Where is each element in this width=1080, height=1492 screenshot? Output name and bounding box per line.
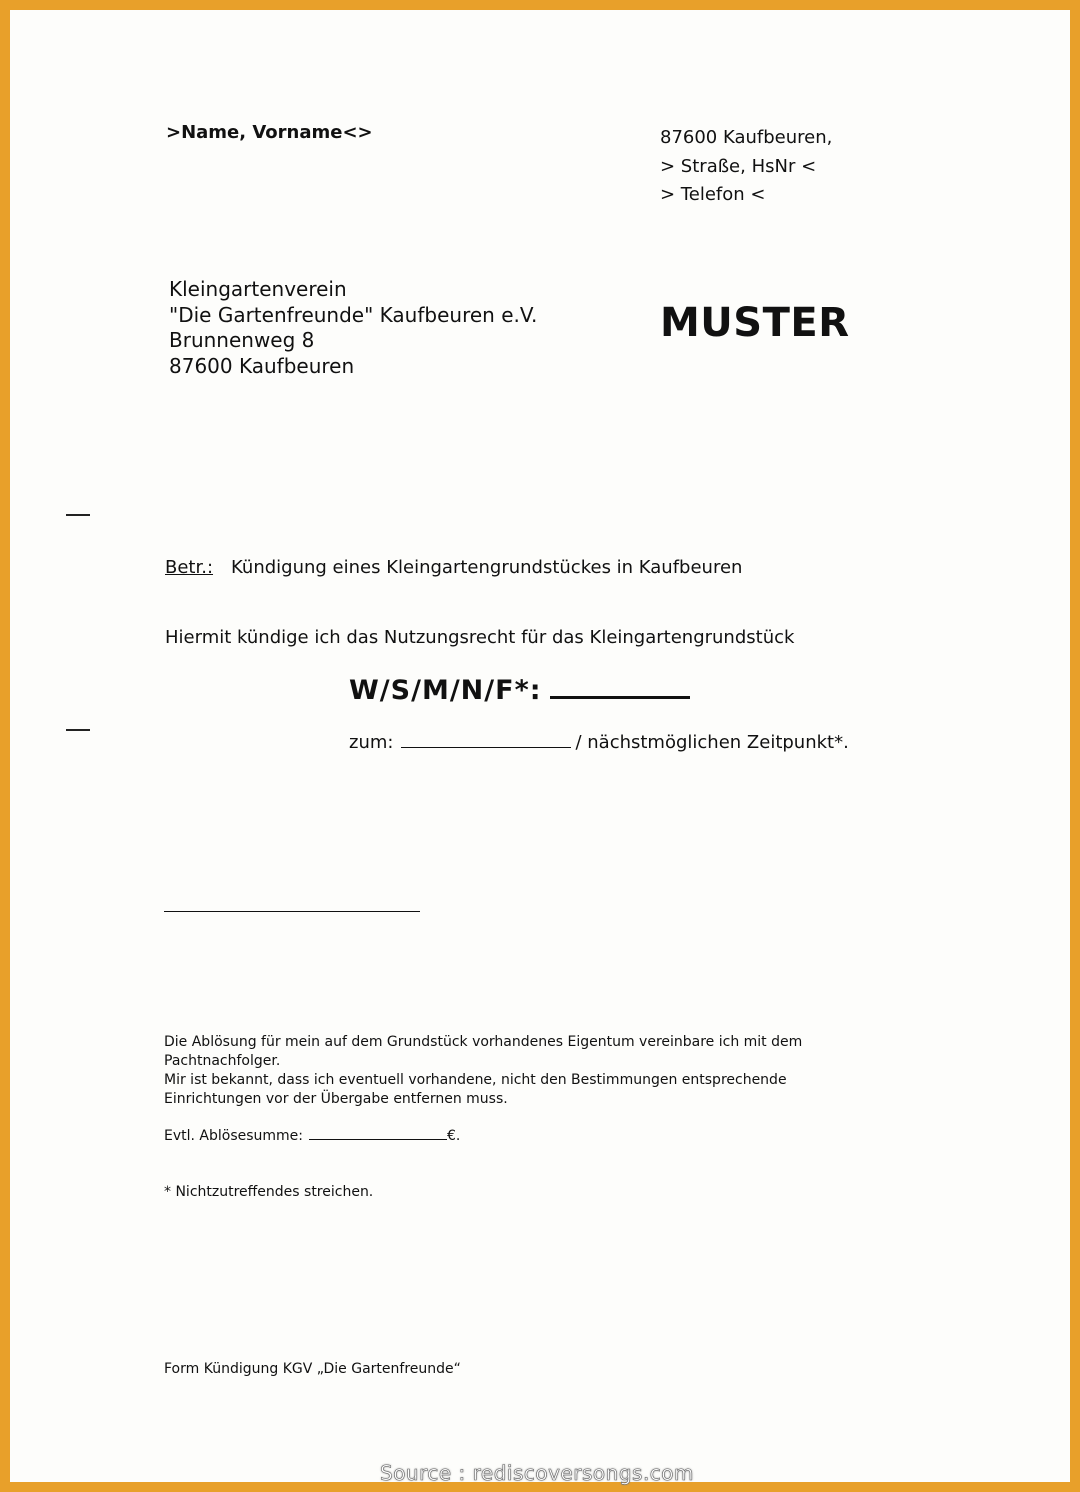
fold-mark	[66, 729, 90, 731]
sender-city: 87600 Kaufbeuren,	[660, 127, 833, 148]
sum-suffix: €.	[447, 1128, 461, 1144]
zum-suffix: / nächstmöglichen Zeitpunkt*.	[575, 732, 849, 753]
date-blank[interactable]	[401, 731, 571, 748]
recipient-line: 87600 Kaufbeuren	[169, 353, 355, 378]
notes-line: Mir ist bekannt, dass ich eventuell vorhandene, nicht den Bestimmungen entsprechende	[164, 1072, 787, 1088]
sender-address	[660, 124, 832, 210]
zum-label: zum:	[349, 732, 394, 753]
intro-text: Hiermit kündige ich das Nutzungsrecht für das Kleingartengrundstück	[165, 627, 795, 648]
plot-blank[interactable]	[550, 672, 690, 699]
notes-line: Einrichtungen vor der Übergabe entfernen muss.	[164, 1091, 508, 1107]
fold-mark	[66, 514, 90, 516]
termination-date-line	[349, 731, 849, 753]
sum-label: Evtl. Ablösesumme:	[164, 1128, 304, 1144]
release-sum-line	[164, 1127, 460, 1144]
recipient-line: Brunnenweg 8	[169, 328, 315, 352]
plot-line	[349, 672, 690, 706]
subject-line	[165, 557, 742, 578]
sender-street: > Straße, HsNr <	[660, 155, 817, 177]
notes-paragraph	[164, 1033, 802, 1109]
recipient-address	[169, 277, 537, 379]
notes-line: Pachtnachfolger.	[164, 1053, 281, 1069]
signature-line[interactable]	[164, 911, 420, 912]
plot-label: W/S/M/N/F*:	[349, 675, 542, 706]
recipient-line: Kleingartenverein	[169, 277, 347, 301]
footnote: * Nichtzutreffendes streichen.	[164, 1184, 374, 1200]
recipient-line: "Die Gartenfreunde" Kaufbeuren e.V.	[169, 302, 538, 327]
muster-stamp: MUSTER	[660, 300, 850, 346]
sum-blank[interactable]	[309, 1127, 447, 1140]
form-footer: Form Kündigung KGV „Die Gartenfreunde“	[164, 1361, 461, 1377]
sender-phone: > Telefon <	[660, 184, 766, 205]
notes-line: Die Ablösung für mein auf dem Grundstück vorhandenes Eigentum vereinbare ich mit dem	[164, 1034, 803, 1050]
sender-name: >Name, Vorname<>	[166, 122, 373, 143]
subject-text: Kündigung eines Kleingartengrundstückes in Kaufbeuren	[231, 557, 743, 578]
subject-label: Betr.:	[165, 557, 214, 578]
source-watermark: Source : rediscoversongs.com	[380, 1461, 695, 1485]
